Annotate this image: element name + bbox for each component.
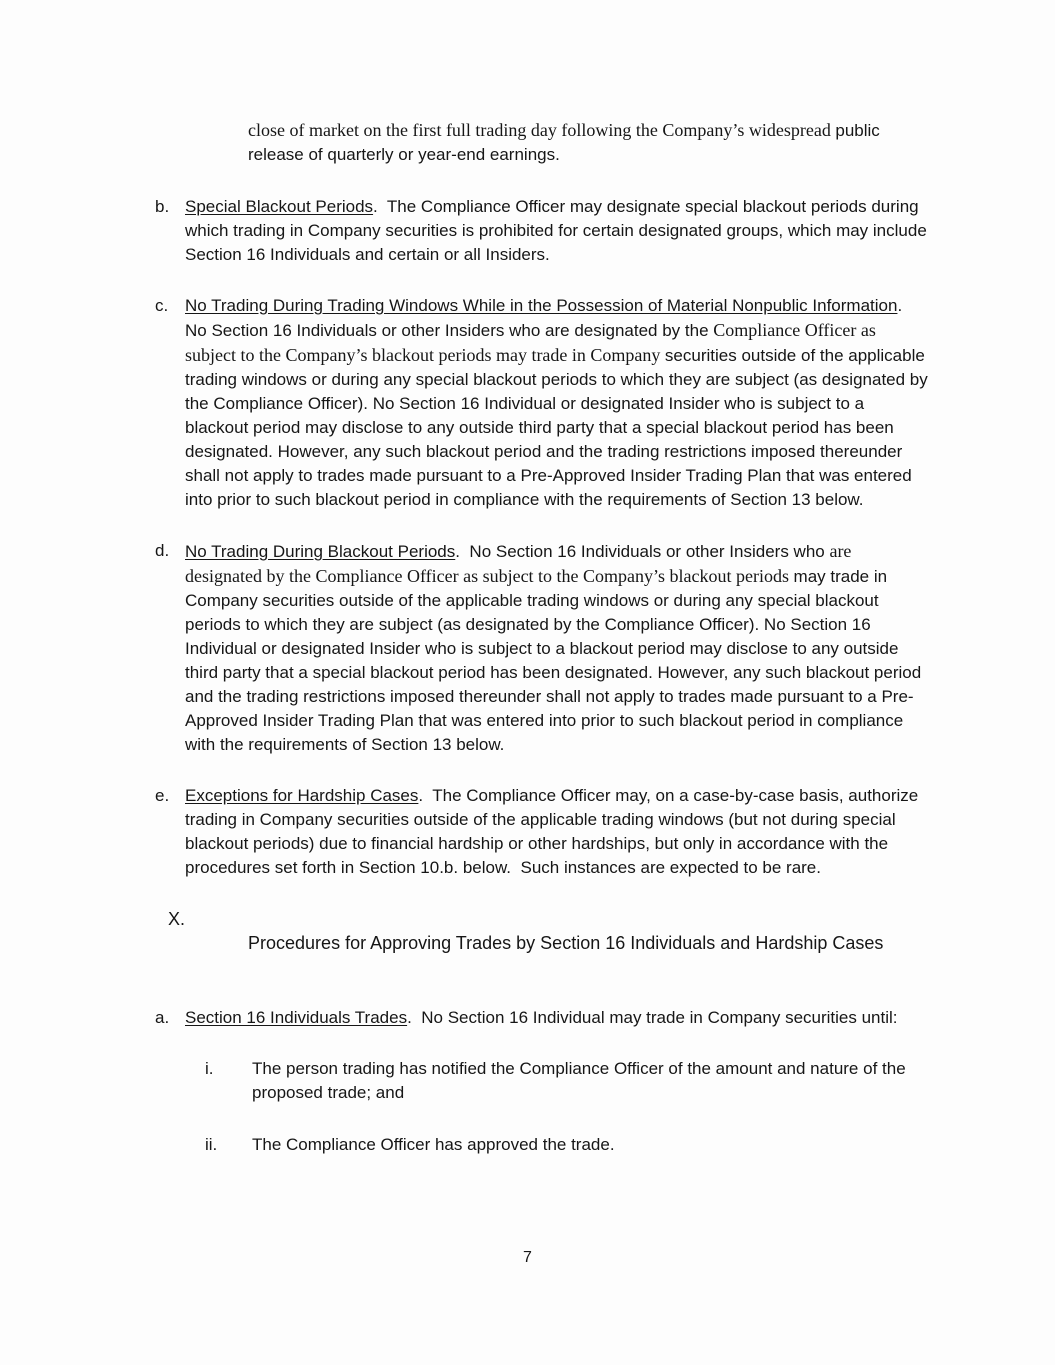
item-c-body: . No Section 16 Individuals or other Insiders who are designated by the Compliance Officer as subject to the Company’s blackout periods may trade in Company securities outside of the applicable trading windows or during any special blackout periods to which they are subject (as designated by the Compliance Officer). No Section 16 Individual or designated Insider who is subject to a blackout period may disclose to any outside third party that a special blackout period has been designated. However, any such blackout period and the trading restrictions imposed thereunder shall not apply to trades made pursuant to a Pre-Approved Insider Trading Plan that was entered into prior to such blackout period in compliance with the requirements of Section 13 below. [185,296,933,509]
sub-item-a-body: . No Section 16 Individual may trade in Company securities until: [407,1008,898,1027]
list-marker-d: d. [155,541,170,560]
section-title-x: Procedures for Approving Trades by Section 16 Individuals and Hardship Cases [248,933,884,953]
list-item-c [155,294,933,512]
item-c-heading: No Trading During Trading Windows While in the Possession of Material Nonpublic Information [185,296,898,315]
item-d-heading: No Trading During Blackout Periods [185,542,456,561]
list-marker-b: b. [155,197,170,216]
item-d-body: . No Section 16 Individuals or other Insiders who are designated by the Compliance Officer as subject to the Company’s blackout periods may trade in Company securities outside of the applicable trading windows or during any special blackout periods to which they are subject (as designated by the Compliance Officer). No Section 16 Individual or designated Insider who is subject to a blackout period may disclose to any outside third party that a special blackout period has been designated. However, any such blackout period and the trading restrictions imposed thereunder shall not apply to trades made pursuant to a Pre-Approved Insider Trading Plan that was entered into prior to such blackout period in compliance with the requirements of Section 13 below. [185,541,926,754]
sub-item-a-heading: Section 16 Individuals Trades [185,1008,408,1027]
list-item-d-paragraph [185,539,930,757]
item-e-body: . The Compliance Officer may, on a case-by-case basis, authorize trading in Company securities outside of the applicable trading windows (but not during special blackout periods) due to financial hardship or other hardships, but only in accordance with the procedures set forth in Section 10.b. below. Such instances are expected to be rare. [185,786,923,877]
list-item-c-paragraph [185,294,933,512]
roman-item-ii-text: The Compliance Officer has approved the trade. [252,1135,615,1154]
roman-item-i-text: The person trading has notified the Compliance Officer of the amount and nature of the proposed trade; and [252,1059,911,1102]
sub-marker-a: a. [155,1008,170,1027]
roman-marker-ii: ii. [205,1135,218,1154]
list-marker-e: e. [155,786,170,805]
roman-item-i [205,1057,930,1105]
item-b-heading: Special Blackout Periods [185,197,374,216]
roman-marker-i: i. [205,1059,214,1078]
list-item-e-paragraph [185,784,930,880]
roman-item-ii [205,1133,930,1157]
list-item-d [155,539,930,757]
page-number: 7 [523,1249,532,1266]
section-marker-x: X. [168,909,186,929]
list-item-b [155,195,930,267]
document-content [155,118,933,1185]
section-heading-x [168,907,930,979]
item-e-heading: Exceptions for Hardship Cases [185,786,419,805]
sub-item-a [155,1006,930,1030]
list-item-e [155,784,930,880]
intro-continuation-paragraph: close of market on the first full trading day following the Company’s widespread public release of quarterly or year-end earnings. [248,120,885,164]
list-item-b-paragraph [185,195,930,267]
sub-item-a-paragraph [185,1006,930,1030]
item-b-body: . The Compliance Officer may designate special blackout periods during which trading in Company securities is prohibited for certain designated groups, which may include Section 16 Individuals and certain or all Insiders. [185,197,932,264]
list-marker-c: c. [155,296,169,315]
